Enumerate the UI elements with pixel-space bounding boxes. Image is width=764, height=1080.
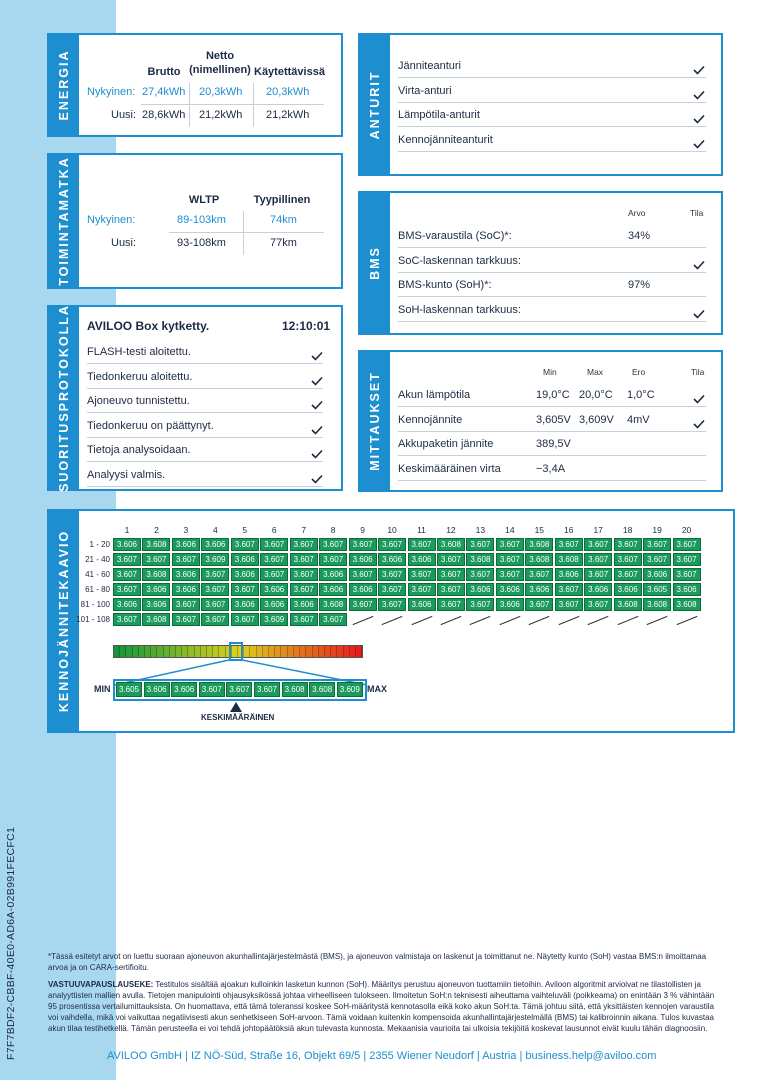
cell-voltage: 3.607 [319, 553, 347, 566]
cell-voltage: 3.607 [290, 583, 318, 596]
cell-voltage: 3.607 [260, 553, 288, 566]
protocol-step: Analyysi valmis. [87, 469, 166, 481]
cell-voltage: 3.607 [172, 598, 200, 611]
cell-voltage: 3.607 [466, 598, 494, 611]
empty-cell-slash [617, 616, 638, 625]
cell-voltage: 3.608 [142, 568, 170, 581]
check-icon [693, 87, 705, 97]
toimintamatka-header-wltp: WLTP [188, 194, 220, 206]
measurement-label: Kennojännite [398, 413, 463, 426]
column-number: 11 [417, 525, 426, 535]
cell-voltage: 3.608 [525, 553, 553, 566]
cell-voltage: 3.607 [378, 568, 406, 581]
cell-voltage: 3.606 [614, 583, 642, 596]
cell-voltage: 3.607 [378, 583, 406, 596]
toimintamatka-nykyinen-tyypillinen: 74km [270, 214, 297, 226]
bms-row-label: SoC-laskennan tarkkuus: [398, 254, 521, 267]
cell-voltage: 3.607 [614, 538, 642, 551]
cell-voltage: 3.609 [201, 553, 229, 566]
column-number: 12 [446, 525, 456, 535]
check-icon [693, 416, 705, 426]
scale-value: 3.606 [144, 682, 170, 697]
toimintamatka-nykyinen-label: Nykyinen: [87, 214, 136, 226]
cell-voltage: 3.608 [614, 598, 642, 611]
measurement-ero: 4mV [627, 413, 650, 426]
mittaukset-col-ero: Ero [632, 367, 646, 377]
row-label: 81 - 100 [80, 600, 110, 609]
bms-card [358, 191, 723, 335]
cell-voltage: 3.607 [525, 568, 553, 581]
empty-cell-slash [529, 616, 550, 625]
measurement-min: 19,0°C [536, 389, 570, 401]
cell-voltage: 3.607 [290, 538, 318, 551]
row-label: 101 - 108 [76, 615, 110, 624]
protocol-time: 12:10:01 [282, 319, 331, 333]
cell-voltage: 3.607 [437, 553, 465, 566]
suoritusprotokolla-card [47, 305, 343, 491]
toimintamatka-nykyinen-wltp: 89-103km [177, 214, 226, 226]
gradient-segment [356, 646, 362, 657]
cell-voltage: 3.606 [172, 583, 200, 596]
cell-voltage: 3.608 [643, 598, 671, 611]
measurement-min: 3,605V [536, 413, 571, 426]
cell-voltage: 3.607 [201, 568, 229, 581]
suoritusprotokolla-side-title: SUORITUSPROTOKOLLA [49, 307, 79, 489]
cell-voltage: 3.607 [643, 538, 671, 551]
column-number: 16 [564, 525, 574, 535]
scale-value: 3.608 [282, 682, 308, 697]
cell-voltage: 3.606 [201, 538, 229, 551]
column-number: 20 [681, 525, 692, 535]
row-label: 41 - 60 [85, 570, 110, 579]
cell-voltage: 3.608 [142, 613, 170, 626]
toimintamatka-uusi-label: Uusi: [111, 237, 137, 249]
sensor-item: Jänniteanturi [398, 60, 461, 72]
cell-voltage: 3.607 [466, 568, 494, 581]
cell-voltage: 3.606 [172, 538, 200, 551]
column-number: 19 [652, 525, 662, 535]
cell-voltage: 3.607 [319, 613, 347, 626]
column-number: 4 [212, 525, 218, 535]
protocol-step: Tietoja analysoidaan. [87, 444, 191, 457]
cell-voltage: 3.607 [584, 568, 612, 581]
cell-voltage: 3.607 [555, 583, 583, 596]
cell-voltage: 3.606 [378, 553, 406, 566]
cell-voltage: 3.607 [437, 568, 465, 581]
check-icon [693, 136, 705, 146]
cell-voltage: 3.607 [408, 538, 436, 551]
cell-voltage: 3.607 [555, 598, 583, 611]
cell-voltage: 3.606 [260, 583, 288, 596]
column-number: 14 [505, 525, 515, 535]
toimintamatka-card [47, 153, 343, 289]
scale-value: 3.607 [226, 682, 252, 697]
measurement-label: Akun lämpötila [398, 389, 471, 401]
empty-cell-slash [470, 616, 491, 625]
avg-label: KESKIMÄÄRÄINEN [201, 713, 275, 722]
cell-voltage: 3.608 [555, 553, 583, 566]
scale-max-label: MAX [367, 684, 387, 694]
row-label: 1 - 20 [89, 540, 110, 549]
cell-voltage: 3.607 [525, 598, 553, 611]
cell-voltage: 3.606 [466, 583, 494, 596]
cell-voltage: 3.607 [290, 613, 318, 626]
cell-voltage: 3.607 [231, 583, 259, 596]
measurement-min: 389,5V [536, 438, 571, 451]
toimintamatka-uusi-tyypillinen: 77km [270, 237, 297, 249]
cell-voltage: 3.607 [113, 583, 141, 596]
cell-voltage: 3.606 [142, 598, 170, 611]
cell-voltage: 3.607 [584, 538, 612, 551]
column-number: 7 [301, 525, 307, 535]
check-icon [693, 306, 705, 316]
cell-voltage: 3.607 [201, 583, 229, 596]
company-address: AVILOO GmbH | IZ NÖ-Süd, Straße 16, Objekt 69/5 | 2355 Wiener Neudorf | Austria | business.help@aviloo.com [107, 1050, 657, 1062]
kennojannitekaavio-card [47, 509, 735, 733]
cell-voltage: 3.607 [555, 538, 583, 551]
empty-cell-slash [676, 616, 697, 625]
energia-uusi-kaytettavissa: 21,2kWh [266, 109, 310, 121]
check-icon [693, 62, 705, 72]
energia-side-title: ENERGIA [49, 35, 79, 135]
cell-voltage: 3.606 [290, 598, 318, 611]
energia-nykyinen-netto: 20,3kWh [199, 86, 243, 98]
cell-voltage: 3.607 [466, 538, 494, 551]
protocol-step: Tiedonkeruu aloitettu. [87, 370, 193, 383]
bms-row-label: SoH-laskennan tarkkuus: [398, 303, 521, 316]
cell-voltage: 3.608 [525, 538, 553, 551]
protocol-step: Tiedonkeruu on päättynyt. [87, 419, 214, 432]
energia-row-nykyinen-label: Nykyinen: [87, 86, 136, 98]
cell-voltage: 3.607 [290, 568, 318, 581]
empty-cell-slash [441, 616, 462, 625]
column-number: 15 [534, 525, 545, 535]
column-number: 8 [330, 525, 336, 535]
energia-nykyinen-kaytettavissa: 20,3kWh [266, 86, 310, 98]
bms-row-value: 34% [628, 230, 651, 242]
check-icon [311, 471, 323, 481]
cell-voltage: 3.607 [673, 538, 701, 551]
row-label: 21 - 40 [85, 555, 110, 564]
bms-row-label: BMS-kunto (SoH)*: [398, 279, 492, 292]
scale-value: 3.607 [254, 682, 280, 697]
cell-voltage: 3.606 [231, 598, 259, 611]
cell-voltage: 3.606 [319, 583, 347, 596]
cell-voltage: 3.606 [319, 568, 347, 581]
mittaukset-card [358, 350, 723, 492]
cell-voltage: 3.606 [555, 568, 583, 581]
cell-voltage: 3.607 [408, 583, 436, 596]
cell-voltage: 3.607 [378, 538, 406, 551]
cell-voltage: 3.607 [378, 598, 406, 611]
toimintamatka-header-tyypillinen: Tyypillinen [253, 194, 311, 206]
check-icon [311, 446, 323, 456]
column-number: 2 [154, 525, 159, 535]
cell-voltage: 3.607 [172, 553, 200, 566]
avg-marker-icon [230, 702, 242, 712]
cell-voltage: 3.607 [113, 568, 141, 581]
cell-voltage: 3.608 [437, 538, 465, 551]
check-icon [311, 373, 323, 383]
bms-row-label: BMS-varaustila (SoC)*: [398, 230, 512, 242]
mittaukset-col-max: Max [587, 367, 604, 377]
cell-voltage: 3.606 [349, 583, 377, 596]
energia-nykyinen-brutto: 27,4kWh [142, 86, 186, 98]
cell-voltage: 3.607 [260, 538, 288, 551]
bms-side-title: BMS [360, 193, 390, 333]
column-number: 3 [183, 525, 189, 535]
cell-voltage: 3.607 [349, 538, 377, 551]
document-id: F7F7BDF2-CBBF-40E0-AD6A-02B991FECFC1 [5, 826, 17, 1060]
column-number: 6 [271, 525, 277, 535]
cell-voltage: 3.606 [260, 598, 288, 611]
energia-uusi-netto: 21,2kWh [199, 109, 243, 121]
measurement-ero: 1,0°C [627, 389, 655, 401]
cell-voltage: 3.607 [437, 583, 465, 596]
cell-voltage: 3.607 [201, 598, 229, 611]
toimintamatka-side-title: TOIMINTAMATKA [49, 155, 79, 287]
cell-voltage: 3.607 [614, 553, 642, 566]
sensor-item: Virta-anturi [398, 84, 452, 97]
scale-value: 3.607 [199, 682, 225, 697]
cell-voltage: 3.606 [349, 553, 377, 566]
cell-voltage: 3.607 [584, 598, 612, 611]
column-number: 17 [593, 525, 603, 535]
cell-voltage: 3.607 [673, 553, 701, 566]
energia-header-kaytettavissa: Käytettävissä [254, 66, 325, 78]
cell-voltage: 3.607 [496, 568, 524, 581]
cell-voltage: 3.607 [231, 613, 259, 626]
check-icon [311, 422, 323, 432]
cell-voltage: 3.606 [673, 583, 701, 596]
energia-card [47, 33, 343, 137]
check-icon [693, 257, 705, 267]
cell-voltage: 3.607 [201, 613, 229, 626]
cell-voltage: 3.606 [231, 568, 259, 581]
empty-cell-slash [352, 616, 373, 625]
cell-voltage: 3.609 [260, 613, 288, 626]
cell-voltage: 3.606 [113, 538, 141, 551]
column-number: 1 [124, 525, 130, 535]
cell-voltage: 3.607 [437, 598, 465, 611]
cell-voltage: 3.608 [466, 553, 494, 566]
scale-value: 3.606 [171, 682, 197, 697]
cell-voltage: 3.606 [172, 568, 200, 581]
scale-value: 3.608 [309, 682, 335, 697]
cell-voltage: 3.606 [113, 598, 141, 611]
energia-uusi-brutto: 28,6kWh [142, 109, 186, 121]
scale-value: 3.609 [337, 682, 363, 697]
cell-voltage: 3.607 [643, 553, 671, 566]
cell-voltage: 3.607 [349, 568, 377, 581]
cell-voltage: 3.606 [584, 583, 612, 596]
measurement-max: 3,609V [579, 413, 614, 426]
cell-voltage: 3.607 [614, 568, 642, 581]
measurement-label: Keskimääräinen virta [398, 462, 501, 475]
footnote: *Tässä esitetyt arvot on luettu suoraan ajoneuvon akunhallintajärjestelmästä (BMS), ja ajoneuvon valmistaja on laskenut ja toimittanut ne. Näytetty kunto (SoH) vastaa BMS:n ilmoittamaa arvoa ja on CARA-sertifioitu. [48, 952, 707, 972]
cell-voltage: 3.608 [142, 538, 170, 551]
measurement-label: Akkupaketin jännite [398, 438, 494, 451]
toimintamatka-uusi-wltp: 93-108km [177, 237, 226, 249]
cell-voltage: 3.607 [172, 613, 200, 626]
cell-voltage: 3.607 [113, 613, 141, 626]
check-icon [311, 397, 323, 407]
cell-voltage: 3.606 [643, 568, 671, 581]
check-icon [693, 111, 705, 121]
scale-min-label: MIN [94, 684, 111, 694]
bms-col-arvo: Arvo [628, 208, 646, 218]
cell-voltage: 3.607 [113, 553, 141, 566]
scale-value: 3.605 [116, 682, 142, 697]
cell-voltage: 3.606 [231, 553, 259, 566]
empty-cell-slash [499, 616, 520, 625]
cell-voltage: 3.606 [525, 583, 553, 596]
bms-col-tila: Tila [690, 208, 704, 218]
empty-cell-slash [382, 616, 403, 625]
mittaukset-col-tila: Tila [691, 367, 705, 377]
cell-voltage: 3.607 [349, 598, 377, 611]
protocol-header: AVILOO Box kytketty. [87, 319, 210, 333]
check-icon [693, 391, 705, 401]
mittaukset-col-min: Min [543, 367, 557, 377]
cell-voltage: 3.607 [260, 568, 288, 581]
cell-voltage: 3.607 [408, 568, 436, 581]
cell-voltage: 3.607 [231, 538, 259, 551]
protocol-step: FLASH-testi aloitettu. [87, 346, 191, 358]
cell-voltage: 3.607 [496, 538, 524, 551]
row-label: 61 - 80 [85, 585, 110, 594]
cell-voltage: 3.608 [319, 598, 347, 611]
kennojannitekaavio-side-title: KENNOJÄNNITEKAAVIO [49, 511, 79, 731]
empty-cell-slash [558, 616, 579, 625]
column-number: 9 [360, 525, 365, 535]
sensor-item: Kennojänniteanturit [398, 133, 493, 146]
anturit-side-title: ANTURIT [360, 35, 390, 174]
cell-voltage: 3.605 [643, 583, 671, 596]
cell-voltage: 3.606 [142, 583, 170, 596]
column-number: 5 [242, 525, 248, 535]
cell-voltage: 3.607 [673, 568, 701, 581]
protocol-step: Ajoneuvo tunnistettu. [87, 395, 190, 408]
cell-voltage: 3.607 [496, 553, 524, 566]
column-number: 18 [622, 525, 633, 535]
cell-voltage: 3.607 [290, 553, 318, 566]
cell-voltage: 3.607 [319, 538, 347, 551]
cell-voltage: 3.606 [408, 553, 436, 566]
column-number: 13 [475, 525, 486, 535]
measurement-min: −3,4A [536, 462, 566, 475]
empty-cell-slash [588, 616, 609, 625]
empty-cell-slash [411, 616, 432, 625]
bms-row-value: 97% [628, 279, 651, 292]
mittaukset-side-title: MITTAUKSET [360, 352, 390, 490]
empty-cell-slash [647, 616, 668, 625]
cell-voltage: 3.606 [408, 598, 436, 611]
column-number: 10 [387, 525, 397, 535]
cell-voltage: 3.606 [496, 598, 524, 611]
anturit-card [358, 33, 723, 176]
disclaimer: VASTUUVAPAUSLAUSEKE: Testitulos sisältää ajoakun kulloinkin lasketun kunnon (SoH). Määritys perustuu ajoneuvon tuottamiin tietoihin. Aviloon algoritmit arvioivat ne tilastollisten ja analyyttisten mallien avulla. Tietojen manipulointi ohjausyksikössä johtaa virheelliseen tulokseen. Ilmoitetun SoH:n teknisesti aiheuttama vaihteluväli (poikkeama) on enintään 3 % vähintään 95 prosentissa vertailumittauksista. On huomattava, että tämä toleranssi koskee SoH-määritystä kennotasolla eikä koko akun SoH:ta. Tämä johtuu siitä, että yksittäisten kennojen varaustila voi vaihdella, mikä voi vaikuttaa negatiivisesti akun senhetkiseen SoH-arvoon. Tämä voidaan kuitenkin kompensoida akunhallintajärjestelmällä (BMS) tai kalibroinnin aikana. Tulos kuvastaa akun tilaa testihetkellä. Tämän perusteella ei voi tehdä johtopäätöksiä akun tulevasta kunnosta. Mekaanisia vaurioita tai ulkoisia tekijöitä koskevat lausunnot eivät kuulu tähän diagnoosiin. [48, 980, 715, 1033]
energia-header-brutto: Brutto [147, 66, 181, 78]
cell-voltage: 3.607 [584, 553, 612, 566]
sensor-item: Lämpötila-anturit [398, 109, 480, 122]
energia-header-netto: Netto (nimellinen) [189, 50, 251, 76]
cell-voltage: 3.607 [142, 553, 170, 566]
cell-voltage: 3.608 [673, 598, 701, 611]
energia-row-uusi-label: Uusi: [111, 109, 137, 121]
check-icon [311, 348, 323, 358]
cell-voltage: 3.606 [496, 583, 524, 596]
measurement-max: 20,0°C [579, 389, 613, 401]
